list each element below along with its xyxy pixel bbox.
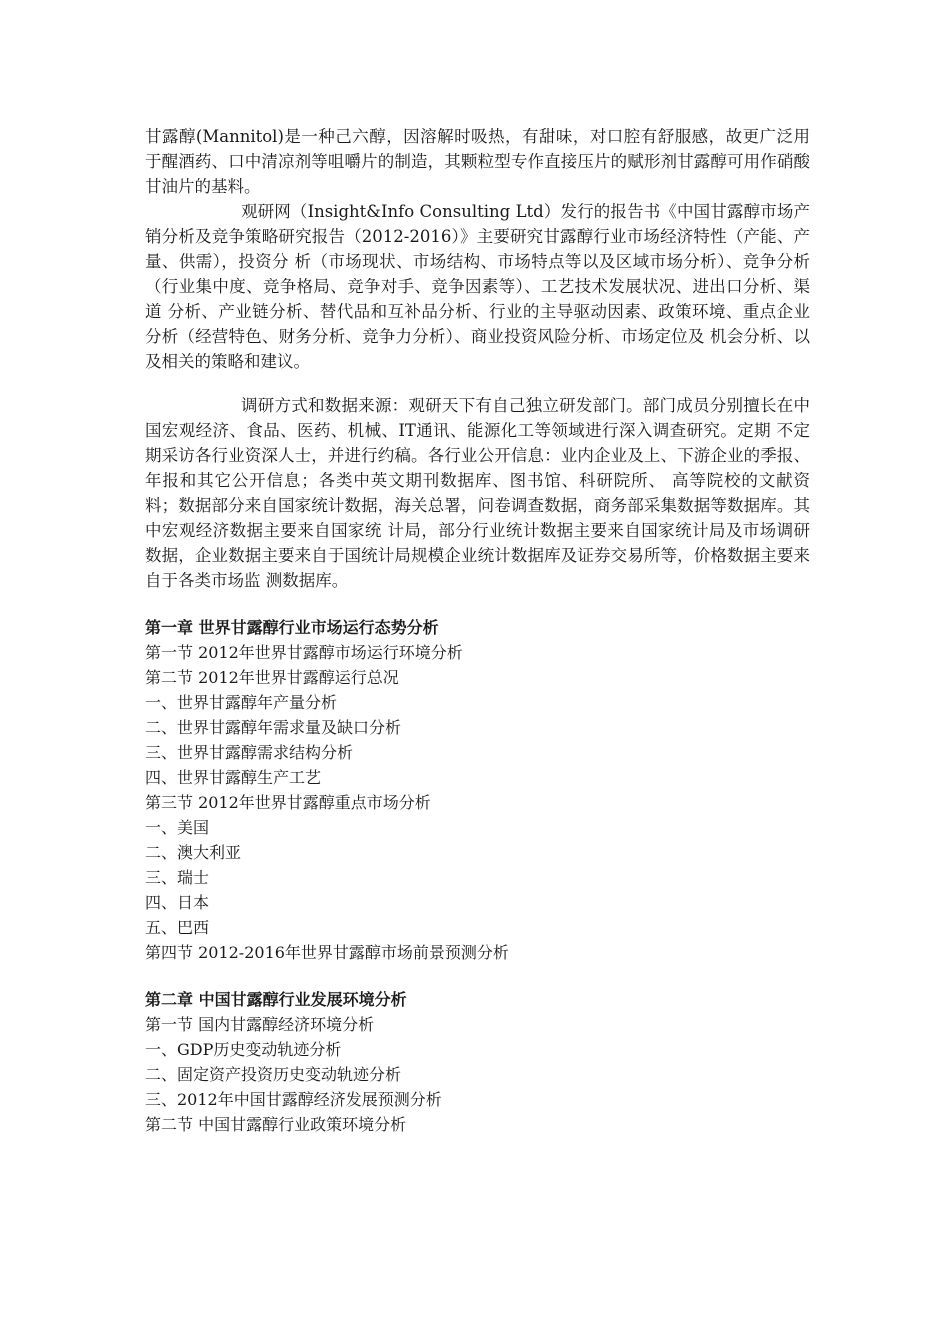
toc-line: 二、世界甘露醇年需求量及缺口分析: [145, 718, 402, 737]
toc-line: 第二节 2012年世界甘露醇运行总况: [145, 668, 399, 687]
toc-line: 第三节 2012年世界甘露醇重点市场分析: [145, 793, 431, 812]
paragraph-spacer: [145, 374, 810, 393]
toc-line: 三、世界甘露醇需求结构分析: [145, 743, 354, 762]
toc-line: 五、巴西: [145, 918, 210, 937]
toc-line: 第一节 2012年世界甘露醇市场运行环境分析: [145, 643, 463, 662]
toc-line: 第二节 中国甘露醇行业政策环境分析: [145, 1115, 407, 1134]
chapter-1-title: 第一章 世界甘露醇行业市场运行态势分析: [145, 618, 439, 637]
toc-line: 四、世界甘露醇生产工艺: [145, 768, 322, 787]
chapter-2-title: 第二章 中国甘露醇行业发展环境分析: [145, 990, 407, 1009]
toc-line: 二、固定资产投资历史变动轨迹分析: [145, 1065, 402, 1084]
intro-paragraph-1: 甘露醇(Mannitol)是一种己六醇，因溶解时吸热，有甜味，对口腔有舒服感，故更广泛用于醒酒药、口中清凉剂等咀嚼片的制造，其颗粒型专作直接压片的赋形剂甘露醇可用作硝酸甘油片的基料。: [145, 127, 810, 196]
intro-paragraph-3: 调研方式和数据来源：观研天下有自己独立研发部门。部门成员分别擅长在中国宏观经济、食品、医药、机械、IT通讯、能源化工等领域进行深入调查研究。定期 不定期采访各行业资深人士，并进行约稿。各行业公开信息：业内企业及上、下游企业的季报、年报和其它公开信息；各类中英文期刊数据库、图书馆、科研院所、 高等院校的文献资料；数据部分来自国家统计数据，海关总署，问卷调查数据，商务部采集数据等数据库。其中宏观经济数据主要来自国家统 计局，部分行业统计数据主要来自国家统计局及市场调研数据，企业数据主要来自于国统计局规模企业统计数据库及证券交易所等，价格数据主要来自于各类市场监 测数据库。: [145, 396, 810, 590]
toc-line: 三、2012年中国甘露醇经济发展预测分析: [145, 1090, 442, 1109]
section-spacer: [145, 965, 810, 987]
section-spacer: [145, 593, 810, 615]
toc-line: 第一节 国内甘露醇经济环境分析: [145, 1015, 375, 1034]
toc-line: 二、澳大利亚: [145, 843, 242, 862]
toc-line: 一、世界甘露醇年产量分析: [145, 693, 338, 712]
toc-line: 一、GDP历史变动轨迹分析: [145, 1040, 342, 1059]
toc-line: 三、瑞士: [145, 868, 210, 887]
toc-line: 第四节 2012-2016年世界甘露醇市场前景预测分析: [145, 943, 509, 962]
toc-line: 一、美国: [145, 818, 210, 837]
intro-paragraph-2: 观研网（Insight&Info Consulting Ltd）发行的报告书《中国甘露醇市场产销分析及竞争策略研究报告（2012-2016）》主要研究甘露醇行业市场经济特性（产能、产量、供需），投资分 析（市场现状、市场结构、市场特点等以及区域市场分析）、竞争分析（行业集中度、竞争格局、竞争对手、竞争因素等）、工艺技术发展状况、进出口分析、渠道 分析、产业链分析、替代品和互补品分析、行业的主导驱动因素、政策环境、重点企业分析（经营特色、财务分析、竞争力分析）、商业投资风险分析、市场定位及 机会分析、以及相关的策略和建议。: [145, 202, 810, 371]
document-page: [145, 124, 810, 1137]
toc-line: 四、日本: [145, 893, 210, 912]
